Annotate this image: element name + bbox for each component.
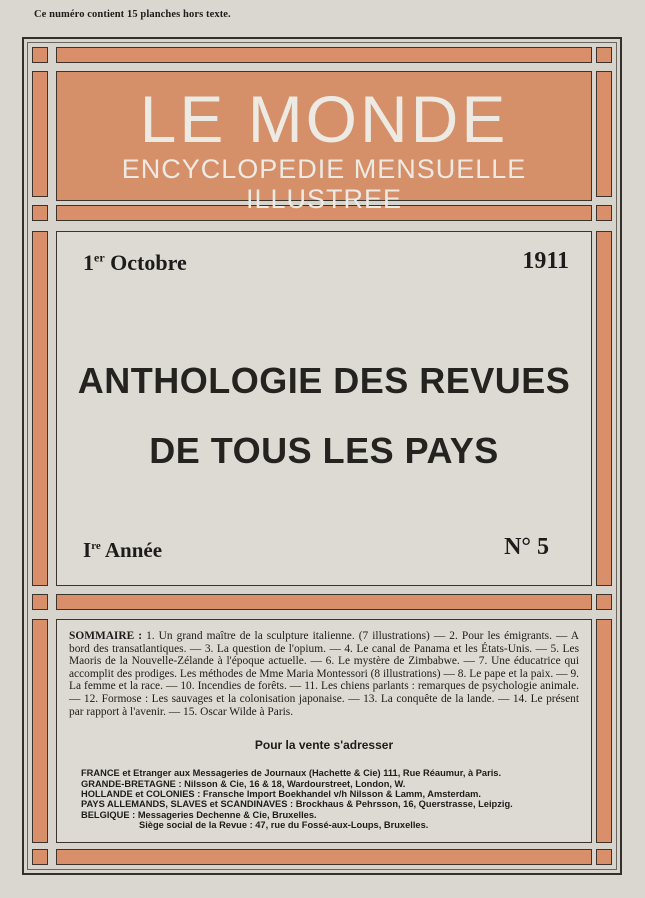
summary-text: 1. Un grand maître de la sculpture italienne. (7 illustrations) — 2. Pour les émigrants. — A bord des transatlantiques. — 3. La question de l'opium. — 4. Le canal de Panama et les États-Unis. — 5. Les Maoris de la Nouvelle-Zélande à l'époque actuelle. — 6. Le mystère de Zimbabwe. — 7. Une éducatrice qui accomplit des prodiges. Les méthodes de Mme Maria Montessori (8 illustrations) — 8. Le pape et la paix. — 9. La femme et la race. — 10. Incendies de forêts. — 11. Les chiens parlants : remarques de psychologie animale. — 12. Formose : Les sauvages et la colonisation japonaise. — 13. La conquête de la lande. — 14. Le présent par rapport à l'avenir. — 15. Oscar Wilde à Paris.: [69, 630, 579, 718]
anthology-title-line1: ANTHOLOGIE DES REVUES: [77, 360, 571, 401]
border-bar: [56, 594, 592, 610]
distributor-line: FRANCE et Etranger aux Messageries de Journaux (Hachette & Cie) 111, Rue Réaumur, à Paris.: [81, 768, 502, 779]
distributor-line: PAYS ALLEMANDS, SLAVES et SCANDINAVES : Brockhaus & Pehrsson, 16, Querstrasse, Leipzig.: [81, 799, 513, 810]
distributor-line: HOLLANDE et COLONIES : Fransche Import Boekhandel v/h Nilsson & Lamm, Amsterdam.: [81, 788, 482, 799]
contents-panel: [56, 619, 592, 843]
issue-number: N° 5: [504, 534, 549, 560]
anthology-title-line2: DE TOUS LES PAYS: [149, 430, 499, 471]
issue-date: [83, 250, 187, 276]
corner-square: [596, 47, 612, 63]
date-day: 1: [83, 250, 94, 275]
joint-square: [32, 205, 48, 221]
issue-year: 1911: [522, 248, 569, 274]
distributors: [69, 768, 579, 830]
year-num-suffix: re: [91, 540, 101, 552]
sale-title: Pour la vente s'adresser: [254, 738, 394, 753]
summary: [69, 630, 579, 718]
date-day-suffix: er: [94, 250, 105, 265]
masthead: [56, 71, 592, 214]
border-bar: [596, 71, 612, 197]
year-label: Année: [104, 538, 163, 562]
registered-office: Siège social de la Revue : 47, rue du Fossé-aux-Loups, Bruxelles.: [139, 820, 429, 831]
border-bar: [32, 231, 48, 586]
border-bar: [32, 71, 48, 197]
border-bar: [596, 619, 612, 843]
distributor-line: BELGIQUE : Messageries Dechenne & Cie, Bruxelles.: [81, 809, 317, 820]
border-bar: [32, 619, 48, 843]
joint-square: [596, 205, 612, 221]
publication-year-number: [83, 538, 162, 563]
cover-frame: [22, 37, 622, 875]
corner-square: [32, 47, 48, 63]
border-bar: [596, 231, 612, 586]
corner-square: [32, 849, 48, 865]
distributor-line: GRANDE-BRETAGNE : Nilsson & Cie, 16 & 18, Wardourstreet, London, W.: [81, 778, 406, 789]
masthead-title: LE MONDE: [139, 82, 509, 156]
year-num: I: [83, 538, 92, 562]
date-month: Octobre: [110, 250, 187, 275]
corner-square: [596, 849, 612, 865]
top-note: Ce numéro contient 15 planches hors texte.: [34, 9, 231, 20]
joint-square: [596, 594, 612, 610]
joint-square: [32, 594, 48, 610]
border-bar: [56, 47, 592, 63]
main-panel: [56, 231, 592, 586]
masthead-subtitle: ENCYCLOPEDIE MENSUELLE ILLUSTREE: [121, 154, 527, 214]
border-bar: [56, 849, 592, 865]
summary-label: SOMMAIRE :: [69, 630, 143, 642]
